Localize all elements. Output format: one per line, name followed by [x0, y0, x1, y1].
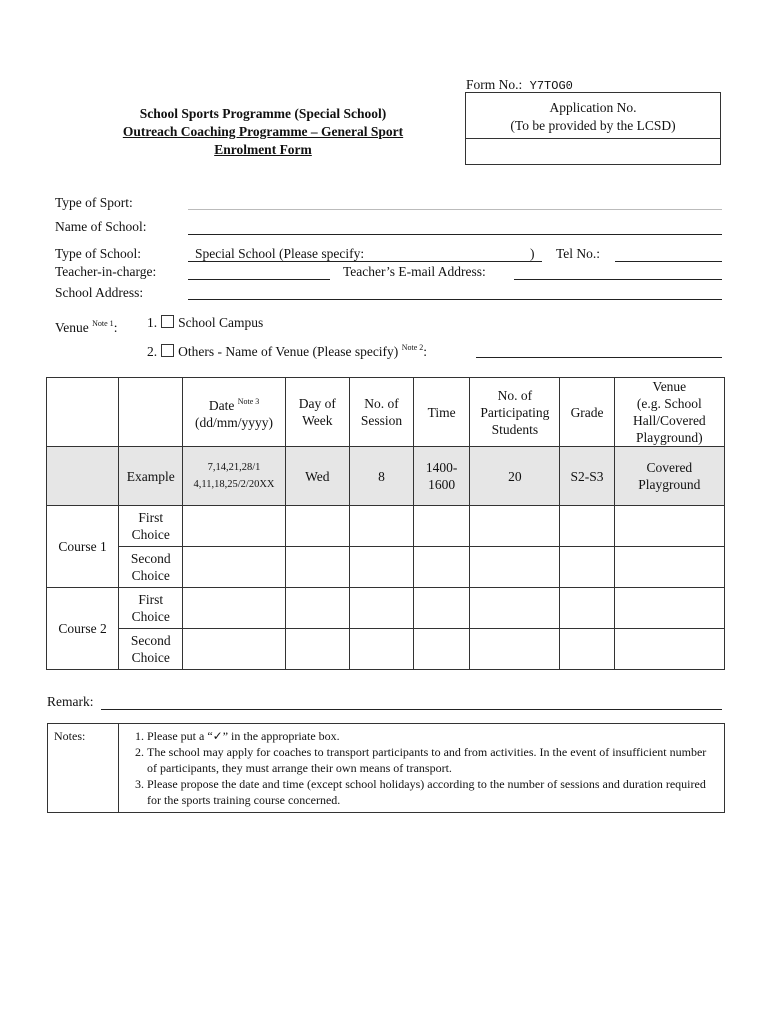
header-date-note: Note 3	[237, 397, 260, 406]
name-of-school-field[interactable]	[188, 234, 722, 235]
venue-option-1	[147, 315, 263, 331]
first-choice-line-1: First	[138, 510, 164, 525]
example-date-line-1: 7,14,21,28/1	[207, 462, 261, 473]
note-item-1: 1. Please put a “✓” in the appropriate box.	[147, 728, 718, 744]
choice-label	[119, 506, 183, 547]
name-of-school-label: Name of School:	[55, 219, 147, 234]
course-2-first-day-cell[interactable]	[285, 588, 349, 629]
course-2-second-grade-cell[interactable]	[560, 629, 614, 670]
table-header-row	[47, 378, 725, 447]
course-2-first-session-cell[interactable]	[349, 588, 413, 629]
header-no-of-session	[349, 378, 413, 447]
type-of-school-label: Type of School:	[55, 246, 142, 261]
venue-option-2-note-ref: Note 2	[401, 343, 424, 352]
header-venue-line-2: (e.g. School	[636, 396, 702, 411]
application-number-box	[465, 92, 721, 165]
choice-label	[119, 629, 183, 670]
example-students: 20	[470, 447, 560, 506]
header-blank-1	[47, 378, 119, 447]
notes-table	[47, 723, 725, 813]
course-2-second-venue-cell[interactable]	[614, 629, 724, 670]
venue-note-ref: Note 1	[92, 319, 114, 328]
school-campus-checkbox[interactable]	[161, 315, 174, 328]
venue-option-2-colon: :	[423, 344, 428, 359]
notes-label: Notes:	[48, 724, 119, 813]
application-number-note: (To be provided by the LCSD)	[510, 118, 676, 133]
example-time-line-2: 1600	[428, 477, 456, 492]
example-date	[183, 447, 285, 506]
example-row	[47, 447, 725, 506]
header-venue-line-4: Playground)	[635, 430, 703, 445]
header-day-of-week	[285, 378, 349, 447]
course-1-first-grade-cell[interactable]	[560, 506, 614, 547]
type-of-sport-field[interactable]	[188, 209, 722, 210]
venue-option-2-label: Others - Name of Venue (Please specify)	[178, 344, 399, 359]
application-number-input[interactable]	[466, 138, 720, 164]
example-grade: S2-S3	[560, 447, 614, 506]
header-day-line-2: Week	[302, 413, 333, 428]
header-participants-line-3: Students	[491, 421, 539, 437]
example-time	[414, 447, 470, 506]
remark-field[interactable]	[101, 709, 722, 710]
example-label: Example	[119, 447, 183, 506]
header-grade: Grade	[560, 378, 614, 447]
example-sessions: 8	[349, 447, 413, 506]
table-row	[47, 588, 725, 629]
header-session-line-2: Session	[360, 413, 403, 428]
header-date-label: Date	[208, 398, 235, 413]
venue-label-text: Venue	[55, 320, 89, 335]
first-choice-line-2: Choice	[131, 527, 170, 542]
course-1-second-day-cell[interactable]	[285, 547, 349, 588]
course-2-first-time-cell[interactable]	[414, 588, 470, 629]
course-2-second-day-cell[interactable]	[285, 629, 349, 670]
example-date-line-2: 4,11,18,25/2/20XX	[193, 479, 275, 490]
note-item-3: 3. Please propose the date and time (except school holidays) according to the number of sessions and duration required for the sports training course concerned.	[147, 776, 718, 808]
course-1-label: Course 1	[47, 506, 119, 588]
course-1-first-time-cell[interactable]	[414, 506, 470, 547]
teacher-in-charge-field[interactable]	[188, 279, 330, 280]
other-venue-field[interactable]	[476, 357, 722, 358]
example-venue-line-1: Covered	[646, 460, 693, 475]
course-2-second-time-cell[interactable]	[414, 629, 470, 670]
venue-option-2-num: 2.	[147, 344, 158, 359]
course-2-first-date-cell[interactable]	[183, 588, 285, 629]
notes-content	[119, 724, 725, 813]
first-choice-line-2: Choice	[131, 609, 170, 624]
application-number-label: Application No.	[549, 100, 637, 115]
note-item-2: 2. The school may apply for coaches to transport participants to and from activities. In the event of insufficient number of participants, they must arrange their own means of transport.	[147, 744, 718, 776]
form-title	[93, 105, 433, 159]
notes-list	[125, 728, 718, 808]
second-choice-line-2: Choice	[131, 650, 170, 665]
course-1-first-students-cell[interactable]	[470, 506, 560, 547]
header-participants-line-2: Participating	[480, 404, 550, 420]
type-of-school-value	[195, 246, 364, 262]
example-venue	[614, 447, 724, 506]
course-2-second-date-cell[interactable]	[183, 629, 285, 670]
example-venue-line-2: Playground	[638, 477, 701, 492]
example-blank	[47, 447, 119, 506]
course-1-second-students-cell[interactable]	[470, 547, 560, 588]
header-venue-line-3: Hall/Covered	[632, 413, 706, 428]
course-1-second-session-cell[interactable]	[349, 547, 413, 588]
course-1-first-session-cell[interactable]	[349, 506, 413, 547]
second-choice-line-1: Second	[130, 551, 171, 566]
table-row	[47, 506, 725, 547]
form-number-value: Y7TOG0	[529, 79, 573, 93]
first-choice-line-1: First	[138, 592, 164, 607]
type-of-school-close: )	[530, 246, 535, 261]
course-2-second-session-cell[interactable]	[349, 629, 413, 670]
course-1-second-venue-cell[interactable]	[614, 547, 724, 588]
course-1-first-date-cell[interactable]	[183, 506, 285, 547]
header-day-line-1: Day of	[298, 396, 336, 411]
choice-label	[119, 547, 183, 588]
teacher-in-charge-label: Teacher-in-charge:	[55, 264, 157, 279]
title-line-1: School Sports Programme (Special School)	[139, 106, 387, 121]
header-participants	[470, 378, 560, 447]
venue-option-2	[147, 343, 427, 360]
header-participants-line-1: No. of	[497, 387, 533, 403]
table-row	[47, 547, 725, 588]
header-date-format: (dd/mm/yyyy)	[195, 415, 274, 430]
form-number-label: Form No.:	[466, 77, 523, 92]
course-1-second-date-cell[interactable]	[183, 547, 285, 588]
title-line-3: Enrolment Form	[214, 142, 312, 157]
course-2-first-grade-cell[interactable]	[560, 588, 614, 629]
type-of-sport-label: Type of Sport:	[55, 195, 133, 210]
course-1-first-day-cell[interactable]	[285, 506, 349, 547]
course-2-first-students-cell[interactable]	[470, 588, 560, 629]
table-row	[47, 629, 725, 670]
type-of-school-field[interactable]	[188, 261, 542, 262]
type-of-school-text: Special School (Please specify:	[195, 246, 365, 261]
venue-option-1-num: 1.	[147, 315, 158, 330]
remark-label: Remark:	[47, 694, 94, 709]
header-blank-2	[119, 378, 183, 447]
course-1-second-time-cell[interactable]	[414, 547, 470, 588]
form-number	[466, 77, 573, 93]
second-choice-line-1: Second	[130, 633, 171, 648]
header-time: Time	[414, 378, 470, 447]
tel-no-field[interactable]	[615, 261, 722, 262]
header-session-line-1: No. of	[364, 396, 399, 411]
header-venue	[614, 378, 724, 447]
course-table	[46, 377, 725, 670]
venue-colon: :	[113, 320, 118, 335]
teacher-email-field[interactable]	[514, 279, 722, 280]
title-line-2: Outreach Coaching Programme – General Sport	[122, 124, 404, 139]
second-choice-line-2: Choice	[131, 568, 170, 583]
header-venue-line-1: Venue	[652, 379, 687, 394]
course-1-second-grade-cell[interactable]	[560, 547, 614, 588]
header-date	[183, 378, 285, 447]
example-time-line-1: 1400-	[425, 460, 458, 475]
example-day: Wed	[285, 447, 349, 506]
choice-label	[119, 588, 183, 629]
course-2-label: Course 2	[47, 588, 119, 670]
venue-option-1-label: School Campus	[178, 315, 264, 330]
venue-label	[55, 319, 117, 336]
school-address-label: School Address:	[55, 285, 144, 300]
course-2-first-venue-cell[interactable]	[614, 588, 724, 629]
school-address-field[interactable]	[188, 299, 722, 300]
tel-no-label: Tel No.:	[556, 246, 601, 261]
others-venue-checkbox[interactable]	[161, 344, 174, 357]
teacher-email-label: Teacher’s E-mail Address:	[343, 264, 486, 279]
course-1-first-venue-cell[interactable]	[614, 506, 724, 547]
course-2-second-students-cell[interactable]	[470, 629, 560, 670]
